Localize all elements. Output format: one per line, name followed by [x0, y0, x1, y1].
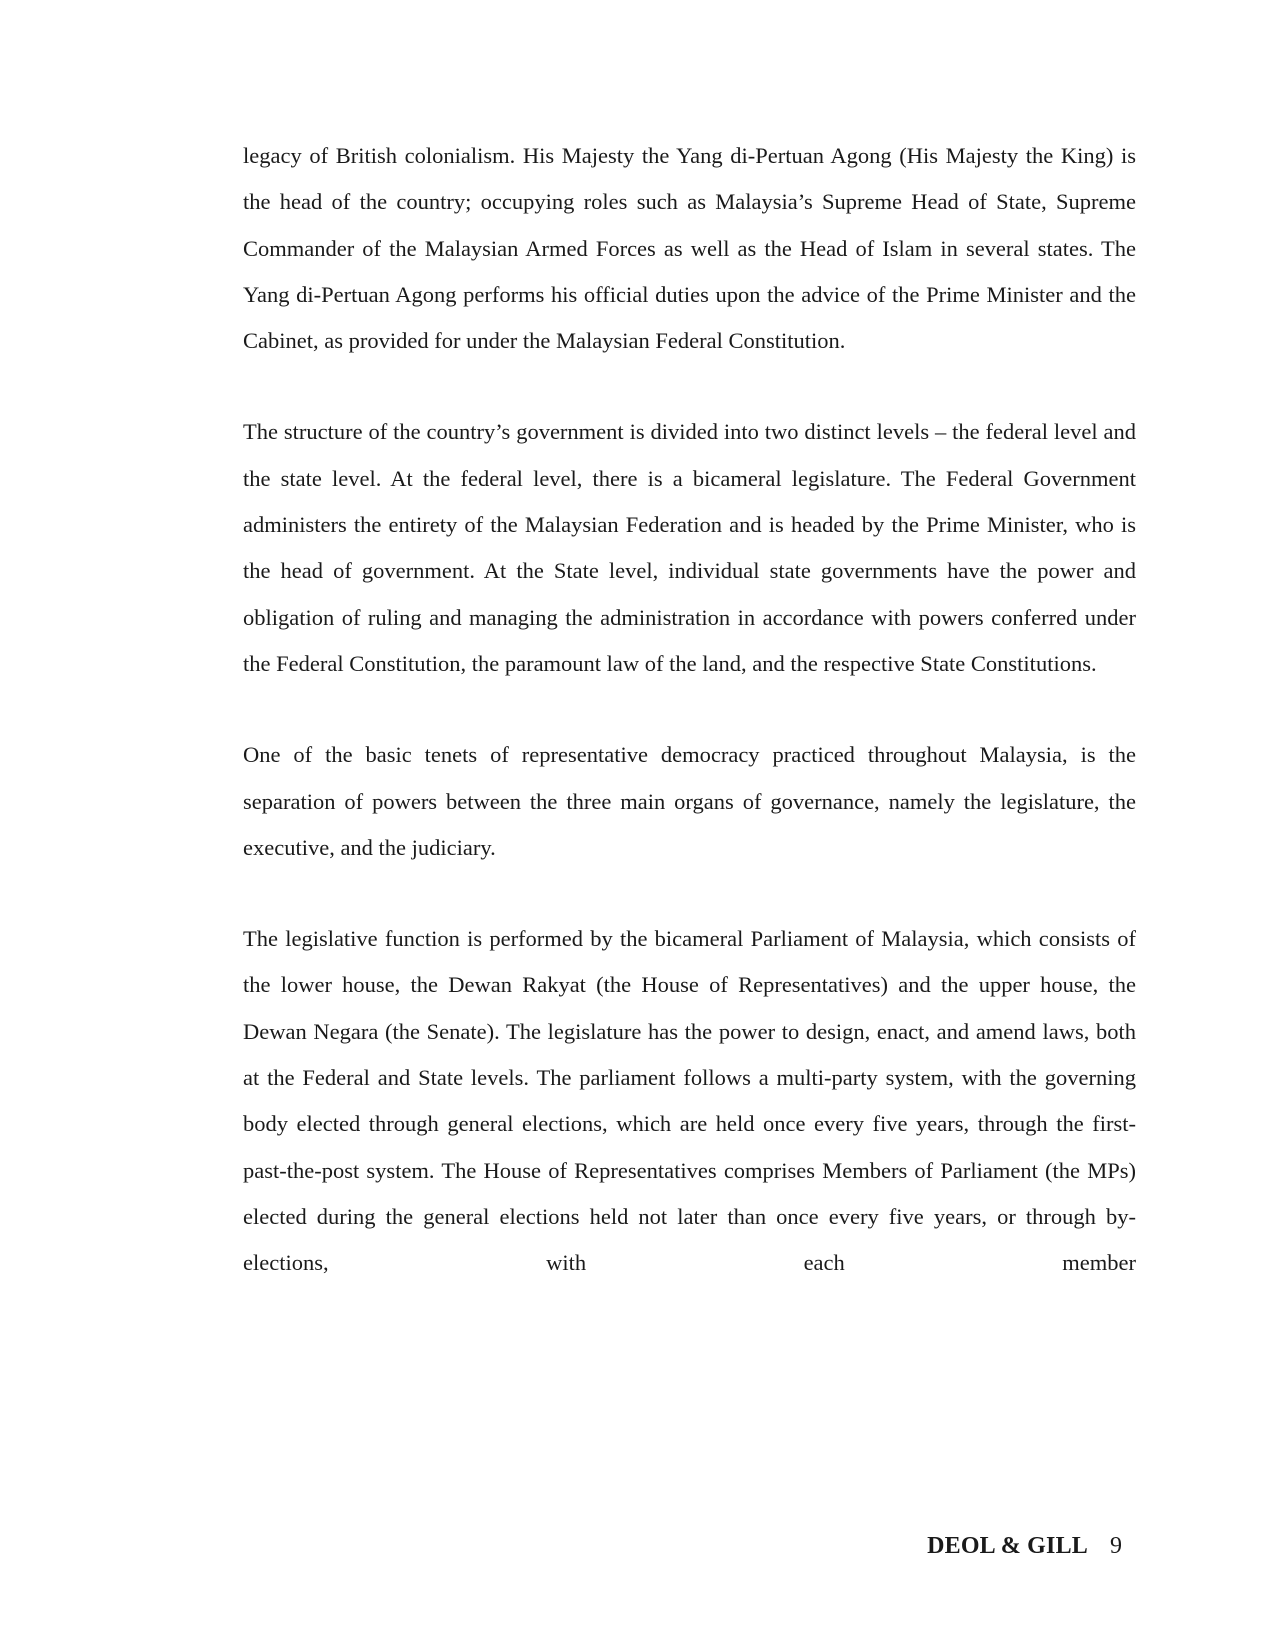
paragraph-separation-of-powers: One of the basic tenets of representative democracy practiced throughout Malaysia, is the separation of powers between the three main organs of governance, namely the legislature, the executive, and the judiciary.	[243, 742, 1136, 860]
page-body	[243, 133, 1136, 1332]
page-number: 9	[1110, 1533, 1122, 1559]
footer-brand: DEOL & GILL	[927, 1533, 1088, 1559]
paragraph-government-structure: The structure of the country’s government is divided into two distinct levels – the federal level and the state level. At the federal level, there is a bicameral legislature. The Federal Government administers the entirety of the Malaysian Federation and is headed by the Prime Minister, who is the head of government. At the State level, individual state governments have the power and obligation of ruling and managing the administration in accordance with powers conferred under the Federal Constitution, the paramount law of the land, and the respective State Constitutions.	[243, 419, 1136, 676]
page-footer	[0, 1533, 1122, 1560]
paragraph-legislative-function: The legislative function is performed by the bicameral Parliament of Malaysia, which consists of the lower house, the Dewan Rakyat (the House of Representatives) and the upper house, the Dewan Negara (the Senate). The legislature has the power to design, enact, and amend laws, both at the Federal and State levels. The parliament follows a multi-party system, with the governing body elected through general elections, which are held once every five years, through the first-past-the-post system. The House of Representatives comprises Members of Parliament (the MPs) elected during the general elections held not later than once every five years, or through by-elections, with each member	[243, 926, 1136, 1276]
paragraph-head-of-state: legacy of British colonialism. His Majesty the Yang di-Pertuan Agong (His Majesty the King) is the head of the country; occupying roles such as Malaysia’s Supreme Head of State, Supreme Commander of the Malaysian Armed Forces as well as the Head of Islam in several states. The Yang di-Pertuan Agong performs his official duties upon the advice of the Prime Minister and the Cabinet, as provided for under the Malaysian Federal Constitution.	[243, 143, 1136, 354]
